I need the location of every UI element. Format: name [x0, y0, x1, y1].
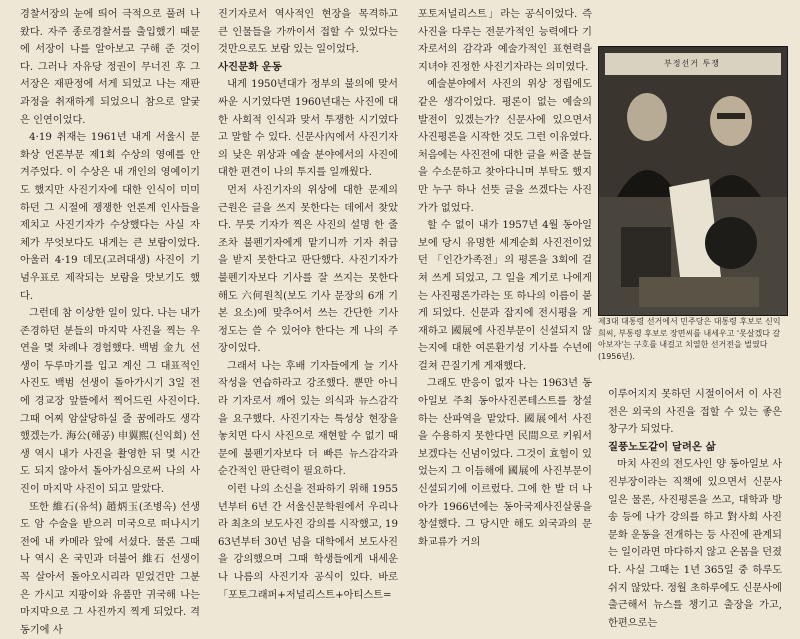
paragraph: 이루어지지 못하던 시절이어서 이 사진전은 외국의 사진을 접할 수 있는 좋은 창구가 되었다. — [608, 389, 782, 436]
paragraph: 내게 1950년대가 정부의 불의에 맞서 싸운 시기였다면 1960년대는 사진에 대한 사회적 인식과 맞서 투쟁한 시기였다고 말할 수 있다. 신문사內에서 사진기자의 낮은 위상과 예술 분야에서의 사진에 대한 편견이 나의 투지를 일깨웠다. — [218, 79, 398, 179]
paragraph: 이런 나의 소신을 전파하기 위해 1955년부터 6년 간 서울신문학원에서 우리나라 최초의 보도사진 강의를 시작했고, 1963년부터 30년 넘을 대학에서 보도사진을 강의했으며 그때 학생들에게 내세운 나 나름의 사진기자 공식이 있다. 바로 「포토그래퍼+저널리스트+아티스트= — [218, 484, 399, 601]
paragraph: 먼저 사진기자의 위상에 대한 문제의 근원은 글을 쓰지 못한다는 데에서 찾았다. 무릇 기자가 찍은 사진의 설명 한 줄조차 불펜기자에게 맡기니까 기자 취급을 받지 못한다고 판단했다. 사진기자가 불펜기자보다 기사를 잘 쓰지는 못한다 해도 六何원칙(보도 기사 문장의 6개 기본 요소)에 맞추어서 쓰는 간단한 기사 정도는 쓸 수 있어야 한다는 게 나의 주장이었다. — [218, 184, 398, 355]
section-subheading: 사진문화 운동 — [218, 60, 282, 73]
paragraph: 4·19 취재는 1961년 내게 서울시 문화상 언론부문 제1회 수상의 영예를 안겨주었다. 이 수상은 내 개인의 영예이기도 했지만 사진기자에 대한 인식이 미미하던 그 시절에 쟁쟁한 언론계 인사들을 제치고 사진기자가 수상했다는 사실 자체가 무엇보다도 내게는 큰 보람이었다. 아울러 4·19 데모(고려대생) 사진이 기념우표로 제작되는 보람을 맛보기도 했다. — [20, 132, 200, 302]
section-subheading: 질풍노도같이 달려온 삶 — [608, 440, 716, 453]
paragraph: 또한 維石(유석) 趙炳玉(조병옥) 선생도 암 수술을 받으러 미국으로 떠나시기 전에 내 카메라 앞에 서셨다. 물론 그때 나 역시 온 국민과 더불어 維石 선생이 꼭 살아서 돌아오시리라 믿었건만 그분은 가시고 지팡이와 유품만 귀국해 나는 마지막으로 그 사진까지 찍게 되었다. 격동기에 사 — [20, 501, 200, 636]
paragraph: 예술분야에서 사진의 위상 정립에도 같은 생각이었다. 평론이 없는 예술의 발전이 있겠는가? 신문사에 있으면서 사진평론을 시작한 것도 그런 이유였다. 처음에는 사진전에 대한 글을 써줄 분들을 수소문하고 찾아다니며 부탁도 했지만 누구 하나 선뜻 글을 쓰겠다는 사진가가 없었다. — [418, 79, 592, 214]
paragraph: 진기자로서 역사적인 현장을 목격하고 큰 인물들을 가까이서 접할 수 있었다는 것만으로도 보람 있는 일이었다. — [218, 9, 398, 56]
text-column-1 — [20, 6, 200, 639]
paragraph: 그래도 반응이 없자 나는 1963년 동아일보 주최 동아사진콘테스트를 창설하는 산파역을 맡았다. 國展에서 사진을 수용하지 못한다면 民間으로 키워서 보겠다는 신념이었다. 그것이 효험이 있었는지 그 이듬해에 國展에 사진부문이 신설되기에 이르렀다. 그에 한 발 더 나아가 1966년에는 동아국제사진살롱을 창설했다. 그 당시만 해도 외국과의 문화교류가 거의 — [418, 378, 592, 548]
paragraph: 경찰서장의 눈에 띄어 극적으로 풀려 나왔다. 자주 종로경찰서를 출입했기 때문에 서장이 나를 알아보고 구해 준 것이다. 그러나 자유당 정권이 무너진 후 그 서장은 재판정에 서게 되었고 나는 재판 과정을 취재하게 되었으니 참으로 얄궂은 인연이었다. — [20, 9, 200, 126]
paragraph: 포토저널리스트」라는 공식이었다. 즉 사진을 다루는 전문가적인 능력에다 기자로서의 감각과 예술가적인 표현력을 지녀야 진정한 사진기자라는 의미였다. — [418, 9, 592, 73]
photo-sign-text: 부정선거 투쟁 — [664, 59, 720, 68]
paragraph: 그런데 참 이상한 일이 있다. 나는 내가 존경하던 분들의 마지막 사진을 찍는 우연을 몇 차례나 경험했다. 백범 金九 선생이 두루마기를 입고 계신 그 대표적인 사진도 백범 선생이 돌아가시기 3일 전에 경교장 앞뜰에서 찍어드린 사진이다. 그때 어찌 암살당하실 줄 꿈에라도 생각했겠는가. 海公(해공) 申翼熙(신익희) 선생 역시 내가 사진을 촬영한 뒤 몇 시간도 되지 않아서 돌아가심으로써 나의 사진이 마지막 사진이 되고 말았다. — [20, 308, 200, 496]
text-column-4 — [608, 386, 782, 632]
paragraph: 그래서 나는 후배 기자들에게 늘 기사작성을 연습하라고 강조했다. 뿐만 아니라 기자로서 깨어 있는 의식과 뉴스감각을 요구했다. 사진기자는 특성상 현장을 놓치면 다시 사진으로 재현할 수 없기 때문에 불펜기자보다 더 빠른 뉴스감각과 순간적인 판단력이 필요하다. — [218, 360, 398, 478]
text-column-3 — [418, 6, 592, 551]
paragraph: 마치 사진의 전도사인 양 동아일보 사진부장이라는 직책에 있으면서 신문사 일은 물론, 사진평론을 쓰고, 대학과 방송 등에 나가 강의를 하고 對사회 사진문화 운동을 전개하는 등 사진에 관계되는 일이라면 마다하지 않고 온몸을 던졌다. 사실 그때는 1년 365일 중 하루도 쉬지 않았다. 정월 초하루에도 신문사에 출근해서 뉴스를 챙기고 출장을 가고, 한편으로는 — [608, 459, 782, 629]
photo-illustration — [599, 47, 787, 315]
text-column-2 — [218, 6, 398, 604]
photo-caption: 제3대 대통령 선거에서 민주당은 대통령 후보로 신익희씨, 부통령 후보로 장면씨를 내세우고 '못살겠다 갈아보자'는 구호를 내걸고 치열한 선거전을 벌였다(1956년). — [598, 317, 781, 361]
campaign-photo — [598, 46, 788, 316]
paragraph: 할 수 없이 내가 1957년 4월 동아일보에 당시 유명한 세계순회 사진전이었던 「인간가족전」의 평론을 3회에 걸쳐 쓰게 되었고, 그 일을 계기로 나에게는 사진평론가라는 또 하나의 이름이 붙게 되었다. 신문과 잡지에 전시평을 게재하고 國展에 사진부문이 신설되지 않는지에 대한 여론환기성 기사를 수년에 걸쳐 끈질기게 게재했다. — [418, 220, 592, 372]
